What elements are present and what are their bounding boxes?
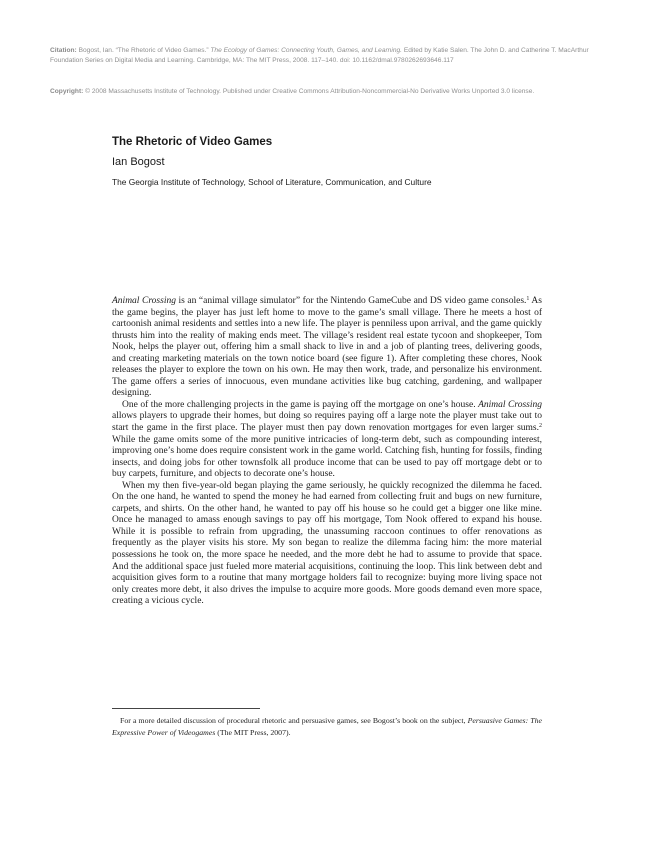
footnote-marker: 2 [539, 423, 542, 430]
article-title: The Rhetoric of Video Games [112, 136, 273, 148]
paragraph-text: One of the more challenging projects in the game is paying off the mortgage on one’s house. [122, 399, 479, 410]
paragraph-text: is an “animal village simulator” for the Nintendo GameCube and DS video game consoles. [175, 296, 527, 306]
footnote-marker: 1 [526, 296, 530, 302]
paragraph-text: While the game omits some of the more punitive intricacies of long-term debt, such as compounding interest, improving one’s home does require consistent work in the game world. Catching fish, hunting for fossils, finding insects, and doing jobs for other townsfolk all produce income that can be used to pay off mortgage debt or to buy carpets, furniture, and objects to decorate one’s house. [112, 434, 542, 480]
article-author: Ian Bogost [112, 156, 165, 168]
copyright-block [50, 87, 616, 97]
citation-text: Bogost, Ian. “The Rhetoric of Video Games.” [76, 47, 211, 54]
citation-details: Edited by Katie Salen. The John D. and Catherine T. MacArthur Foundation Series on Digital Media and Learning. Cambridge, MA: The MIT Press, 2008. 117–140. doi: 10.1162/dmal.9780262693646.117 [50, 47, 589, 64]
copyright-label: Copyright: [50, 88, 84, 95]
footnote-divider [112, 708, 260, 709]
footnote-book-title: Persuasive Games: The Expressive Power of Videogames [112, 716, 542, 737]
paragraph-text: allows players to upgrade their homes, but doing so requires paying off a large note the player must take out to start the game in the first place. The player must then pay down renovation mortgages for even larger sums. [112, 411, 542, 434]
copyright-text: © 2008 Massachusetts Institute of Technology. Published under Creative Commons Attribution-Noncommercial-No Derivative Works Unported 3.0 license. [83, 88, 535, 95]
game-title: Animal Crossing [478, 399, 542, 410]
citation-block [50, 46, 616, 65]
game-title: Animal Crossing [112, 296, 176, 306]
footnote-text: For a more detailed discussion of procedural rhetoric and persuasive games, see Bogost’s book on the subject, [120, 716, 468, 725]
body-paragraph [112, 296, 542, 400]
footnote [112, 715, 542, 738]
body-paragraph: When my then five-year-old began playing the game seriously, he quickly recognized the dilemma he faced. On the one hand, he wanted to spend the money he had earned from collecting fruit and bugs on new furniture, carpets, and shirts. On the other hand, he wanted to pay off his house so he could get a bigger one like mine. Once he managed to amass enough savings to pay off his mortgage, Tom Nook offered to expand his house. While it is possible to refrain from upgrading, the unassuming raccoon continues to offer renovations as frequently as the player visits his store. My son began to realize the dilemma facing him: the more material possessions he took on, the more space he needed, and the more debt he had to assume to provide that space. And the additional space just fueled more material acquisitions, continuing the loop. This link between debt and acquisition gives form to a routine that many mortgage holders fail to recognize: buying more living space not only creates more debt, it also drives the impulse to acquire more goods. More goods demand even more space, creating a vicious cycle. [112, 480, 542, 607]
citation-label: Citation: [50, 47, 77, 54]
article-affiliation: The Georgia Institute of Technology, School of Literature, Communication, and Culture [112, 177, 432, 187]
citation-book-title: The Ecology of Games: Connecting Youth, Games, and Learning. [210, 47, 402, 54]
paragraph-text: As the game begins, the player has just left home to move to the game’s small village. There he meets a host of cartoonish animal residents and settles into a new life. The player is penniless upon arrival, and the game quickly thrusts him into the reality of making ends meet. The village’s resident real estate tycoon and shopkeeper, Tom Nook, helps the player out, offering him a small shack to live in and a job of planting trees, delivering goods, and creating marketing materials on the town notice board (see figure 1). After completing these chores, Nook releases the player to explore the town on his own. He may then work, trade, and personalize his environment. The game offers a series of innocuous, even mundane activities like bug catching, gardening, and wallpaper designing. [112, 296, 542, 399]
article-body [112, 296, 542, 608]
footnote-text: (The MIT Press, 2007). [215, 727, 291, 737]
body-paragraph [112, 400, 542, 481]
